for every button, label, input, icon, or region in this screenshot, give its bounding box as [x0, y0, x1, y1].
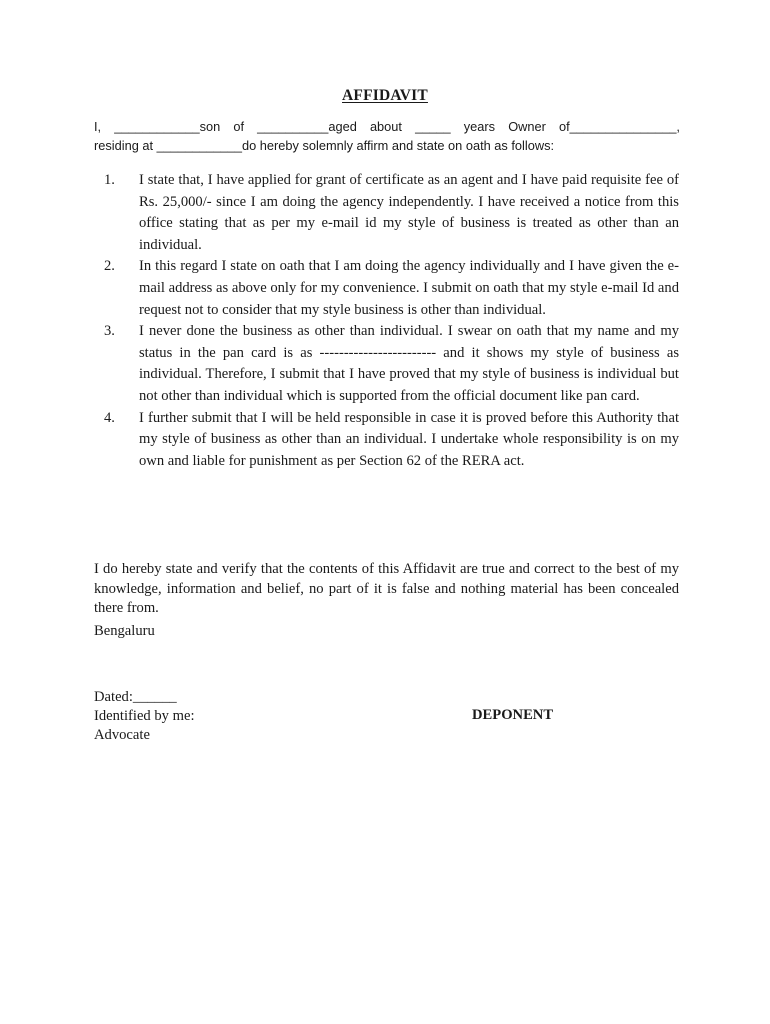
statement-item [94, 170, 679, 256]
statement-number: 3. [104, 323, 115, 340]
dated-field: Dated:______ [94, 689, 177, 705]
statement-text: I never done the business as other than individual. I swear on oath that my name and my status in the pan card is as ------------------------ and it shows my style of business as individual. Therefore, I submit that I have proved that my style of business is individual but not other than individual which is supported from the official document like pan card. [139, 323, 679, 404]
statement-number: 4. [104, 409, 115, 426]
statement-text: I state that, I have applied for grant of certificate as an agent and I have paid requisite fee of Rs. 25,000/- since I am doing the agency independently. I have received a notice from this office stating that as per my e-mail id my style of business is treated as other than an individual. [139, 172, 679, 253]
statement-text: I further submit that I will be held responsible in case it is proved before this Authority that my style of business as other than an individual. I undertake whole responsibility is on my own and liable for punishment as per Section 62 of the RERA act. [139, 409, 679, 469]
statement-item [94, 256, 679, 321]
intro-line-1: I, ____________son of __________aged about _____ years Owner of_______________, [94, 119, 680, 134]
document-title: AFFIDAVIT [342, 87, 428, 104]
statement-text: In this regard I state on oath that I am doing the agency individually and I have given the e-mail address as above only for my convenience. I submit on oath that my style e-mail Id and request not to consider that my style business is other than individual. [139, 258, 679, 318]
verification-paragraph: I do hereby state and verify that the contents of this Affidavit are true and correct to the best of my knowledge, information and belief, no part of it is false and nothing material has been concealed there from. [94, 561, 679, 617]
statement-list [94, 170, 679, 472]
statement-item [94, 321, 679, 407]
intro-line-2: residing at ____________do hereby solemnly affirm and state on oath as follows: [94, 138, 555, 153]
statement-number: 1. [104, 172, 115, 188]
intro-paragraph [94, 117, 680, 155]
identified-by-label: Identified by me: [94, 708, 195, 725]
statement-number: 2. [104, 258, 115, 275]
statement-item [94, 408, 679, 473]
advocate-label: Advocate [94, 727, 150, 744]
place-label: Bengaluru [94, 623, 155, 639]
deponent-label: DEPONENT [472, 707, 554, 723]
signature-block [94, 688, 195, 746]
